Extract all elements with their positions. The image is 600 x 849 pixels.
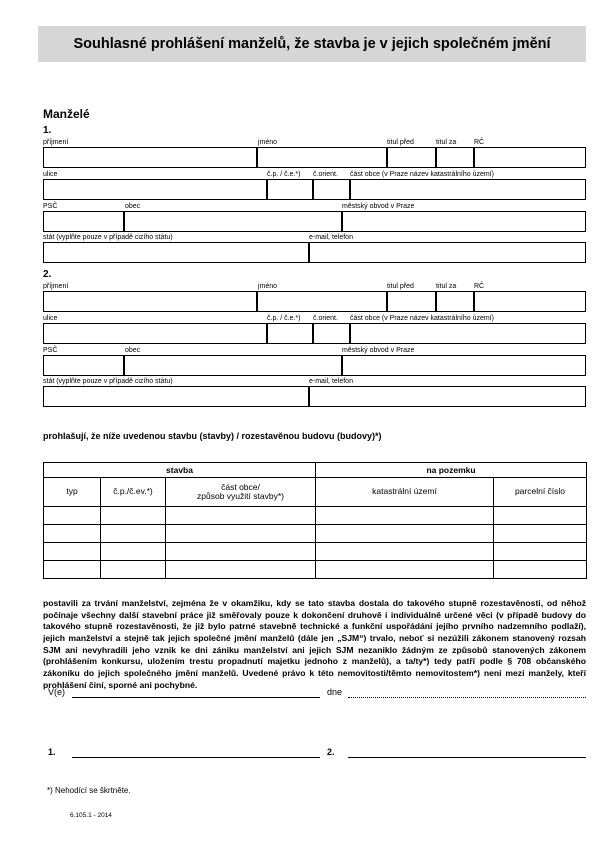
street-field[interactable]: [43, 323, 267, 344]
signature-1-label: 1.: [48, 747, 56, 757]
col-header-part: [166, 478, 316, 507]
footnote: *) Nehodící se škrtněte.: [47, 786, 131, 795]
municipality-field[interactable]: [124, 211, 342, 232]
first-name-label: jméno: [258, 283, 278, 290]
cell-type[interactable]: [44, 507, 101, 525]
surname-field[interactable]: [43, 291, 257, 312]
cell-part[interactable]: [166, 543, 316, 561]
section-heading: Manželé: [43, 107, 90, 121]
birth-number-field[interactable]: [474, 147, 586, 168]
cell-part[interactable]: [166, 507, 316, 525]
title-after-label: titul za: [436, 139, 457, 146]
state-field[interactable]: [43, 386, 309, 407]
surname-label: příjmení: [43, 139, 69, 146]
contact-field[interactable]: [309, 386, 586, 407]
date-label: dne: [327, 687, 343, 697]
title-before-field[interactable]: [387, 291, 436, 312]
first-name-label: jméno: [258, 139, 278, 146]
house-number-label: č.p. / č.e.*): [267, 171, 301, 178]
date-line[interactable]: [348, 697, 586, 698]
spouse-number: 1.: [43, 125, 52, 136]
street-label: ulice: [43, 171, 58, 178]
title-before-label: titul před: [387, 139, 414, 146]
cell-parcel[interactable]: [494, 543, 587, 561]
title-after-field[interactable]: [436, 291, 474, 312]
cell-type[interactable]: [44, 543, 101, 561]
col-header-part-line1: část obce/: [221, 481, 260, 492]
district-part-label: část obce (v Praze název katastrálního území): [350, 171, 494, 178]
col-header-cadastral: katastrální území: [316, 478, 494, 507]
city-district-field[interactable]: [342, 211, 586, 232]
declaration-intro: prohlašují, že níže uvedenou stavbu (stavby) / rozestavěnou budovu (budovy)*): [43, 431, 382, 441]
col-header-number: č.p./č.ev.*): [101, 478, 166, 507]
group-header-land: na pozemku: [316, 463, 587, 478]
municipality-label: obec: [125, 203, 141, 210]
title-after-field[interactable]: [436, 147, 474, 168]
form-number: 6.105.1 - 2014: [70, 812, 112, 819]
col-header-type: typ: [44, 478, 101, 507]
state-label: stát (vyplňte pouze v případě cizího státu): [43, 378, 173, 385]
cell-cadastral[interactable]: [316, 543, 494, 561]
cell-number[interactable]: [101, 543, 166, 561]
cell-number[interactable]: [101, 507, 166, 525]
table-row: [44, 507, 587, 525]
street-field[interactable]: [43, 179, 267, 200]
table-row: [44, 543, 587, 561]
cell-type[interactable]: [44, 561, 101, 579]
cell-type[interactable]: [44, 525, 101, 543]
group-header-building: stavba: [44, 463, 316, 478]
cell-cadastral[interactable]: [316, 525, 494, 543]
birth-number-field[interactable]: [474, 291, 586, 312]
house-number-field[interactable]: [267, 323, 313, 344]
first-name-field[interactable]: [257, 291, 387, 312]
title-after-label: titul za: [436, 283, 457, 290]
municipality-label: obec: [125, 347, 141, 354]
place-line[interactable]: [72, 697, 320, 698]
title-before-field[interactable]: [387, 147, 436, 168]
city-district-field[interactable]: [342, 355, 586, 376]
birth-number-label: RČ: [474, 283, 485, 290]
first-name-field[interactable]: [257, 147, 387, 168]
table-row: [44, 561, 587, 579]
district-part-field[interactable]: [350, 323, 586, 344]
cell-parcel[interactable]: [494, 561, 587, 579]
contact-label: e-mail, telefon: [309, 378, 353, 385]
cell-cadastral[interactable]: [316, 507, 494, 525]
contact-label: e-mail, telefon: [309, 234, 353, 241]
surname-label: příjmení: [43, 283, 69, 290]
col-header-parcel: parcelní číslo: [494, 478, 587, 507]
district-part-label: část obce (v Praze název katastrálního území): [350, 315, 494, 322]
postcode-field[interactable]: [43, 211, 124, 232]
declaration-paragraph: postavili za trvání manželství, zejména že v okamžiku, kdy se tato stavba dostala do takového stupně rozestavěnosti, od něhož počínaje všechny další stavební práce již směřovaly pouze k dokončení druhově i individuálně určené věci (v případě budovy do takového stupně rozestavěnosti, že již bylo patrné stavebně technické a funkční uspořádání jejího prvního nadzemního podlaží), jejich manželství a stejně tak jejich společné jmění manželů (dále jen „SJM“) trvalo, neboť si nezúžili zákonem stanovený rozsah SJM ani nevyhradili jeho vznik ke dni zániku manželství ani jejich SJM nezaniklo žádným ze způsobů stanovených zákonem (prohlášením konkursu, uložením trestu propadnutí majetku jednoho z manželů), a ta/ty*) tedy patří podle § 708 občanského zákoníku do jejich společného jmění manželů. Uvedené právo k této nemovitosti/těmto nemovitostem*) není mezi manžely, kteří prohlášení činí, sporné ani pochybné.: [43, 598, 586, 690]
municipality-field[interactable]: [124, 355, 342, 376]
birth-number-label: RČ: [474, 139, 485, 146]
cell-parcel[interactable]: [494, 525, 587, 543]
signature-2-label: 2.: [327, 747, 335, 757]
postcode-label: PSČ: [43, 347, 58, 354]
postcode-label: PSČ: [43, 203, 58, 210]
cell-part[interactable]: [166, 525, 316, 543]
place-label: V(e): [48, 687, 66, 697]
street-label: ulice: [43, 315, 58, 322]
cell-number[interactable]: [101, 561, 166, 579]
surname-field[interactable]: [43, 147, 257, 168]
state-label: stát (vyplňte pouze v případě cizího státu): [43, 234, 173, 241]
title-before-label: titul před: [387, 283, 414, 290]
cell-number[interactable]: [101, 525, 166, 543]
house-number-field[interactable]: [267, 179, 313, 200]
signature-1-line[interactable]: [72, 757, 320, 758]
district-part-field[interactable]: [350, 179, 586, 200]
state-field[interactable]: [43, 242, 309, 263]
cell-part[interactable]: [166, 561, 316, 579]
orient-number-label: č.orient.: [313, 171, 338, 178]
orient-number-label: č.orient.: [313, 315, 338, 322]
city-district-label: městský obvod v Praze: [342, 203, 415, 210]
city-district-label: městský obvod v Praze: [342, 347, 415, 354]
cell-cadastral[interactable]: [316, 561, 494, 579]
page-title: Souhlasné prohlášení manželů, že stavba je v jejich společném jmění: [38, 26, 586, 62]
house-number-label: č.p. / č.e.*): [267, 315, 301, 322]
orient-number-field[interactable]: [313, 323, 350, 344]
table-row: [44, 525, 587, 543]
spouse-number: 2.: [43, 269, 52, 280]
col-header-part-line2: způsob využití stavby*): [197, 491, 284, 501]
orient-number-field[interactable]: [313, 179, 350, 200]
contact-field[interactable]: [309, 242, 586, 263]
buildings-table: [43, 462, 587, 579]
postcode-field[interactable]: [43, 355, 124, 376]
signature-2-line[interactable]: [348, 757, 586, 758]
cell-parcel[interactable]: [494, 507, 587, 525]
